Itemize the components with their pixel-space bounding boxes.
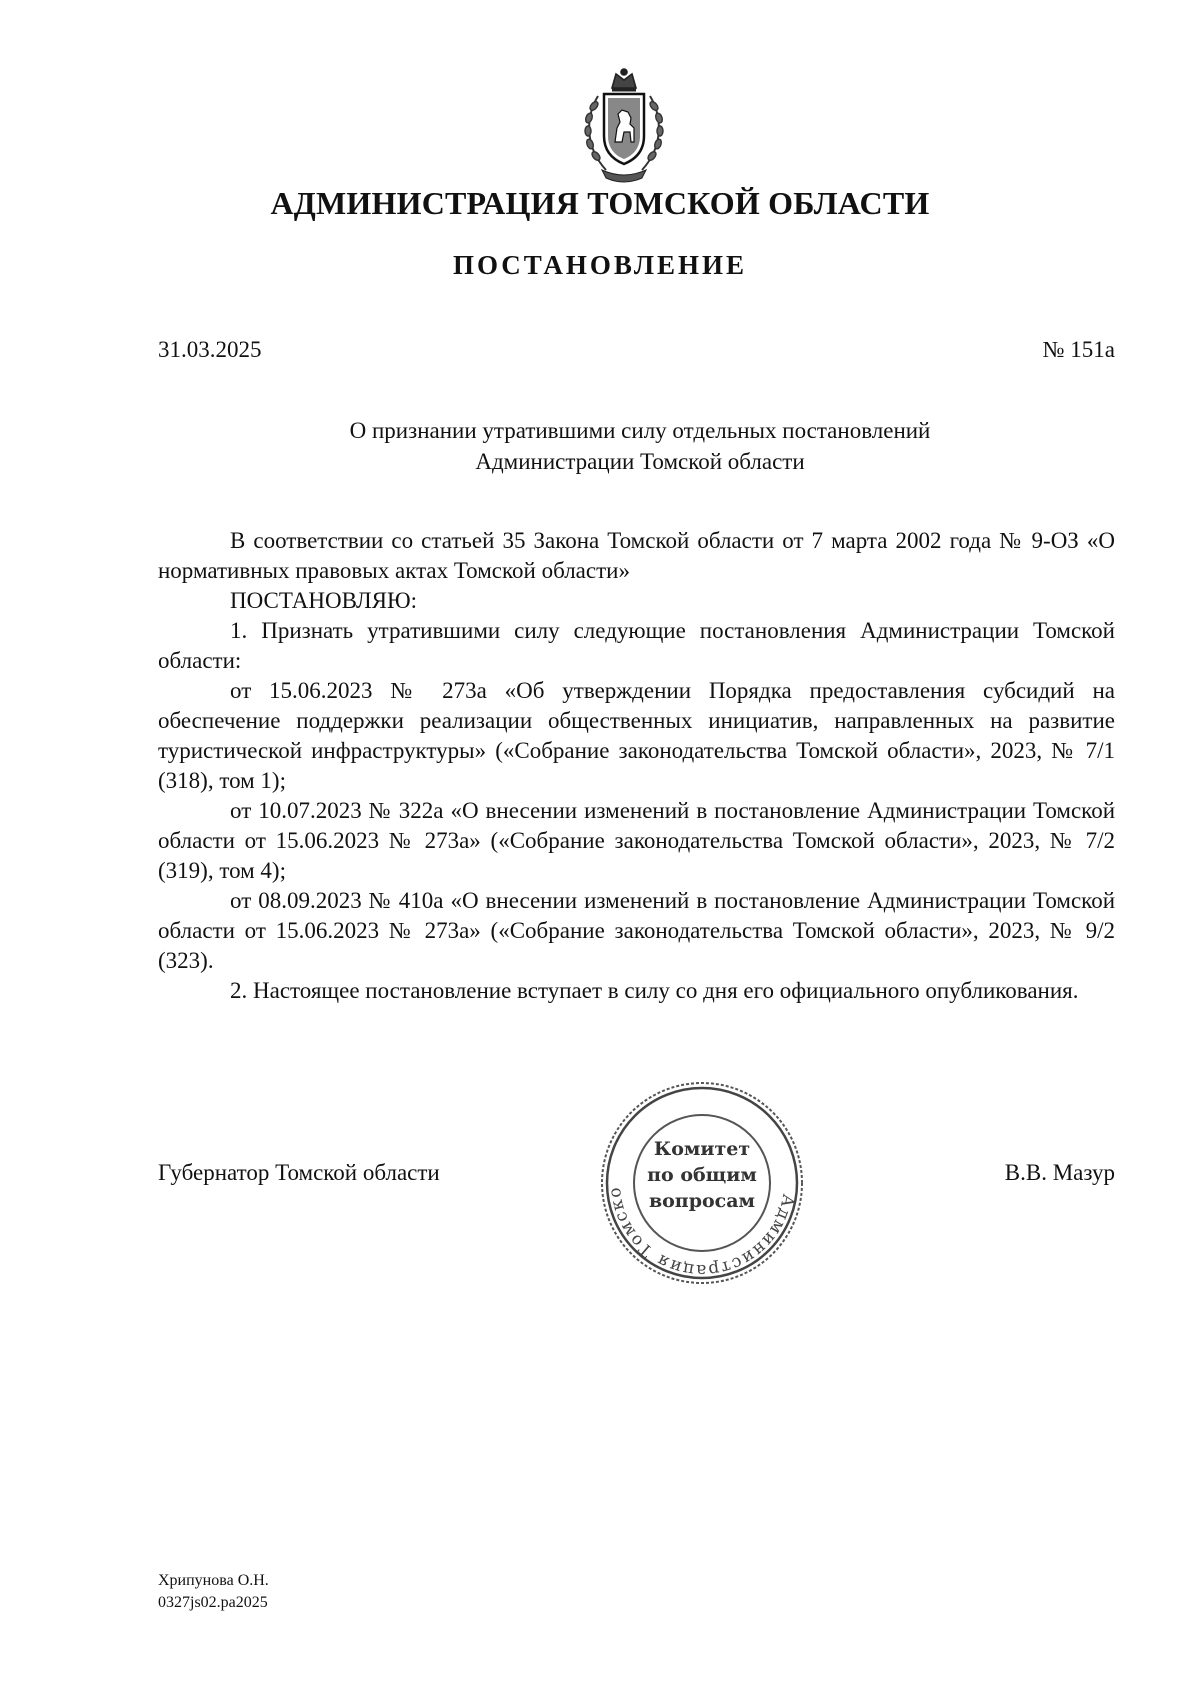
sub-item-paragraph: от 15.06.2023 № 273а «Об утверждении Порядка предоставления субсидий на обеспечение поддержки реализации общественных инициатив, направленных на развитие туристической инфраструктуры» («Собрание законодательства Томской области», 2023, № 7/1 (318), том 1);	[158, 678, 1115, 793]
organization-title: АДМИНИСТРАЦИЯ ТОМСКОЙ ОБЛАСТИ	[270, 185, 930, 221]
footer-code: 0327js02.pa2025	[158, 1594, 268, 1611]
document-footer	[158, 1570, 269, 1614]
document-number: № 151а	[1042, 337, 1115, 362]
footer-author: Хрипунова О.Н.	[158, 1572, 269, 1589]
seal-inner-text	[597, 1136, 807, 1214]
item-paragraph: 1. Признать утратившими силу следующие постановления Администрации Томской области:	[158, 618, 1115, 673]
subject-line: О признании утратившими силу отдельных постановлений	[349, 418, 931, 443]
signatory-name: В.В. Мазур	[1004, 1160, 1115, 1185]
signatory-title: Губернатор Томской области	[158, 1160, 440, 1185]
subject-line: Администрации Томской области	[475, 449, 805, 474]
preamble-paragraph: В соответствии со статьей 35 Закона Томской области от 7 марта 2002 года № 9-ОЗ «О нормативных правовых актах Томской области»	[158, 528, 1115, 583]
seal-line: вопросам	[648, 1190, 756, 1212]
resolve-paragraph: ПОСТАНОВЛЯЮ:	[230, 588, 418, 613]
document-date: 31.03.2025	[158, 337, 262, 362]
sub-item-paragraph: от 10.07.2023 № 322а «О внесении изменений в постановление Администрации Томской области от 15.06.2023 № 273а» («Собрание законодательства Томской области», 2023, № 7/2 (319), том 4);	[158, 798, 1115, 883]
document-type: ПОСТАНОВЛЕНИЕ	[452, 250, 748, 280]
document-body	[158, 526, 1115, 1006]
round-seal-icon	[597, 1078, 807, 1288]
sub-item-paragraph: от 08.09.2023 № 410а «О внесении изменений в постановление Администрации Томской области от 15.06.2023 № 273а» («Собрание законодательства Томской области», 2023, № 9/2 (323).	[158, 888, 1115, 973]
coat-of-arms-icon	[568, 66, 680, 186]
item-paragraph: 2. Настоящее постановление вступает в силу со дня его официального опубликования.	[230, 978, 1079, 1003]
seal-line: Комитет	[653, 1138, 751, 1160]
document-subject	[200, 415, 1080, 477]
seal-ring-text: Администрация Томско	[604, 1185, 799, 1281]
seal-line: по общим	[647, 1164, 757, 1186]
